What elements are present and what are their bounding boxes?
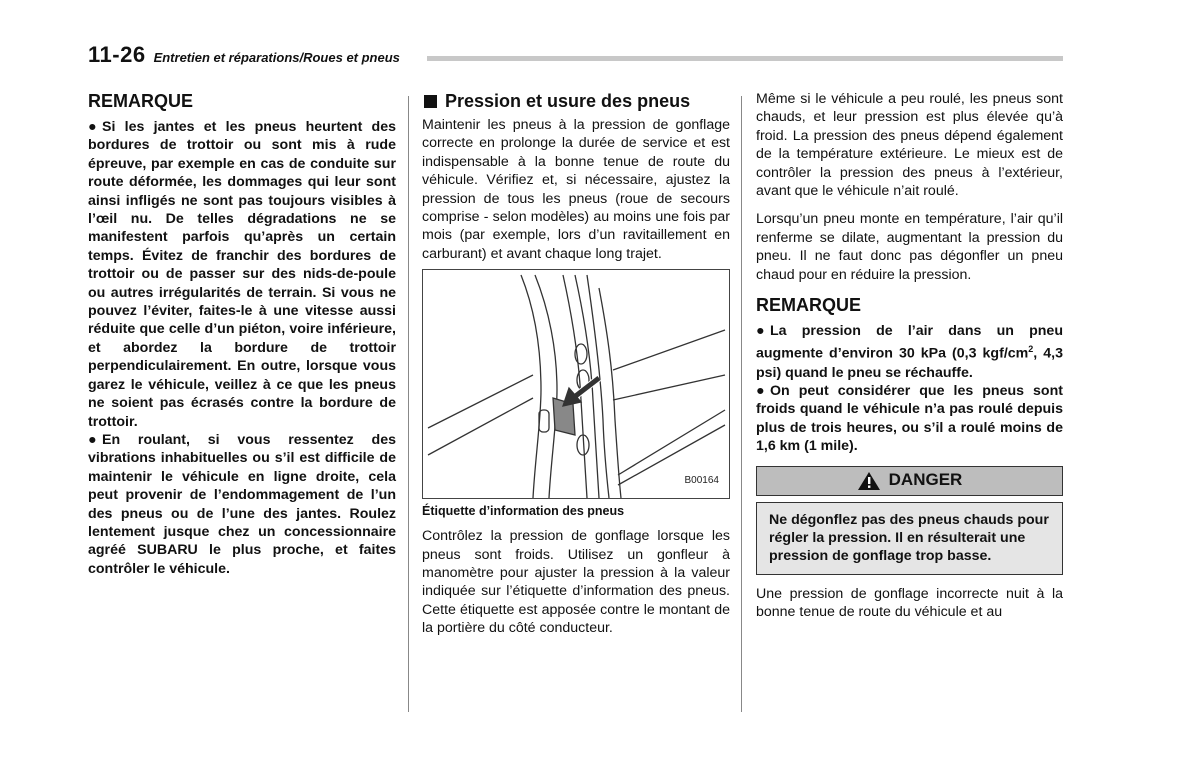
warning-triangle-icon — [857, 471, 881, 491]
danger-text: Ne dégonflez pas des pneus chauds pour régler la pression. Il en résulterait une pression de gonflage trop basse. — [756, 502, 1063, 575]
column-right — [756, 90, 1063, 622]
column-divider — [408, 96, 409, 712]
section-heading: Pression et usure des pneus — [422, 90, 730, 112]
danger-label: DANGER — [888, 470, 963, 490]
remark-heading: REMARQUE — [88, 91, 194, 111]
tire-label-illustration — [422, 269, 730, 499]
bullet-icon: ● — [88, 431, 97, 448]
bullet-icon: ● — [756, 323, 765, 340]
body-paragraph: Lorsqu’un pneu monte en température, l’air qu’il renferme se dilate, augmentant la pression du pneu. Il ne faut donc pas dégonfler un pneu chaud pour en réduire la pression. — [756, 211, 1063, 283]
figure-code: B00164 — [684, 474, 719, 486]
page-number: 11-26 — [88, 42, 146, 67]
remark-heading: REMARQUE — [756, 295, 862, 316]
remark-bullet: ● On peut considérer que les pneus sont froids quand le véhicule n’a pas roulé depuis plus de trois heures, ou s’il a roulé moins de 1,6 km (1 mile). — [756, 383, 1063, 455]
section-title: Entretien et réparations/Roues et pneus — [153, 50, 400, 65]
header-rule — [427, 56, 1063, 61]
body-paragraph: Contrôlez la pression de gonflage lorsque les pneus sont froids. Utilisez un gonfleur à manomètre pour ajuster la pression à la valeur indiquée sur l’étiquette d’information des pneus. Cette étiquette est apposée contre le montant de la portière du côté conducteur. — [422, 528, 730, 637]
remark-bullet: ● Si les jantes et les pneus heurtent des bordures de trottoir ou sont mis à rude épreuve, par exemple en cas de conduite sur route déformée, les dommages qui leur sont ainsi infligés ne sont pas toujours visibles à l’œil nu. De telles dégradations ne se manifestent parfois qu’après un certain temps. Évitez de franchir des bordures de trottoir ou de passer sur des nids-de-poule ou autres irrégularités de terrain. Si vous ne pouvez l’éviter, faites-le à une vitesse aussi réduite que celle d’un piéton, voire inférieure, et abordez la bordure de trottoir perpendiculairement. En outre, lorsque vous garez le véhicule, veillez à ce que les pneus ne soient pas écrasés contre la bordure de trottoir. — [88, 119, 396, 430]
figure-caption: Étiquette d’information des pneus — [422, 504, 625, 519]
intro-paragraph: Maintenir les pneus à la pression de gonflage correcte en prolonge la durée de service et est indispensable à la bonne tenue de route du véhicule. Vérifiez et, si nécessaire, ajustez la pression de tous les pneus (roue de secours comprise - selon modèles) au moins une fois par mois (par exemple, lors d’un ravitaillement en carburant) et avant chaque long trajet. — [422, 117, 730, 262]
column-divider — [741, 96, 742, 712]
remark-bullet: ● En roulant, si vous ressentez des vibrations inhabituelles ou s’il est difficile de maintenir le véhicule en ligne droite, cela peut provenir de l’endommagement de l’un des pneus ou de l’une des jantes. Roulez lentement jusque chez un concessionnaire agréé SUBARU le plus proche, et faites contrôler le véhicule. — [88, 431, 396, 577]
remark-bullet: ● La pression de l’air dans un pneu augmente d’environ 30 kPa (0,3 kgf/$cm^2$, 4,3 psi) quand le pneu se réchauffe. — [756, 323, 1063, 381]
bullet-icon: ● — [756, 383, 765, 400]
body-paragraph: Même si le véhicule a peu roulé, les pneus sont chauds, et leur pression est plus élevée qu’à froid. La pression des pneus dépend également de la température extérieure. Le mieux est de contrôler la pression des pneus à l’extérieur, avant que le véhicule n’ait roulé. — [756, 91, 1063, 200]
page-header — [88, 42, 400, 66]
bullet-icon: ● — [88, 119, 97, 135]
door-pillar-drawing — [423, 270, 729, 498]
column-left — [88, 90, 396, 578]
body-paragraph: Une pression de gonflage incorrecte nuit à la bonne tenue de route du véhicule et au — [756, 585, 1063, 621]
column-middle — [422, 90, 730, 638]
square-bullet-icon — [424, 95, 437, 108]
danger-header — [756, 466, 1063, 496]
